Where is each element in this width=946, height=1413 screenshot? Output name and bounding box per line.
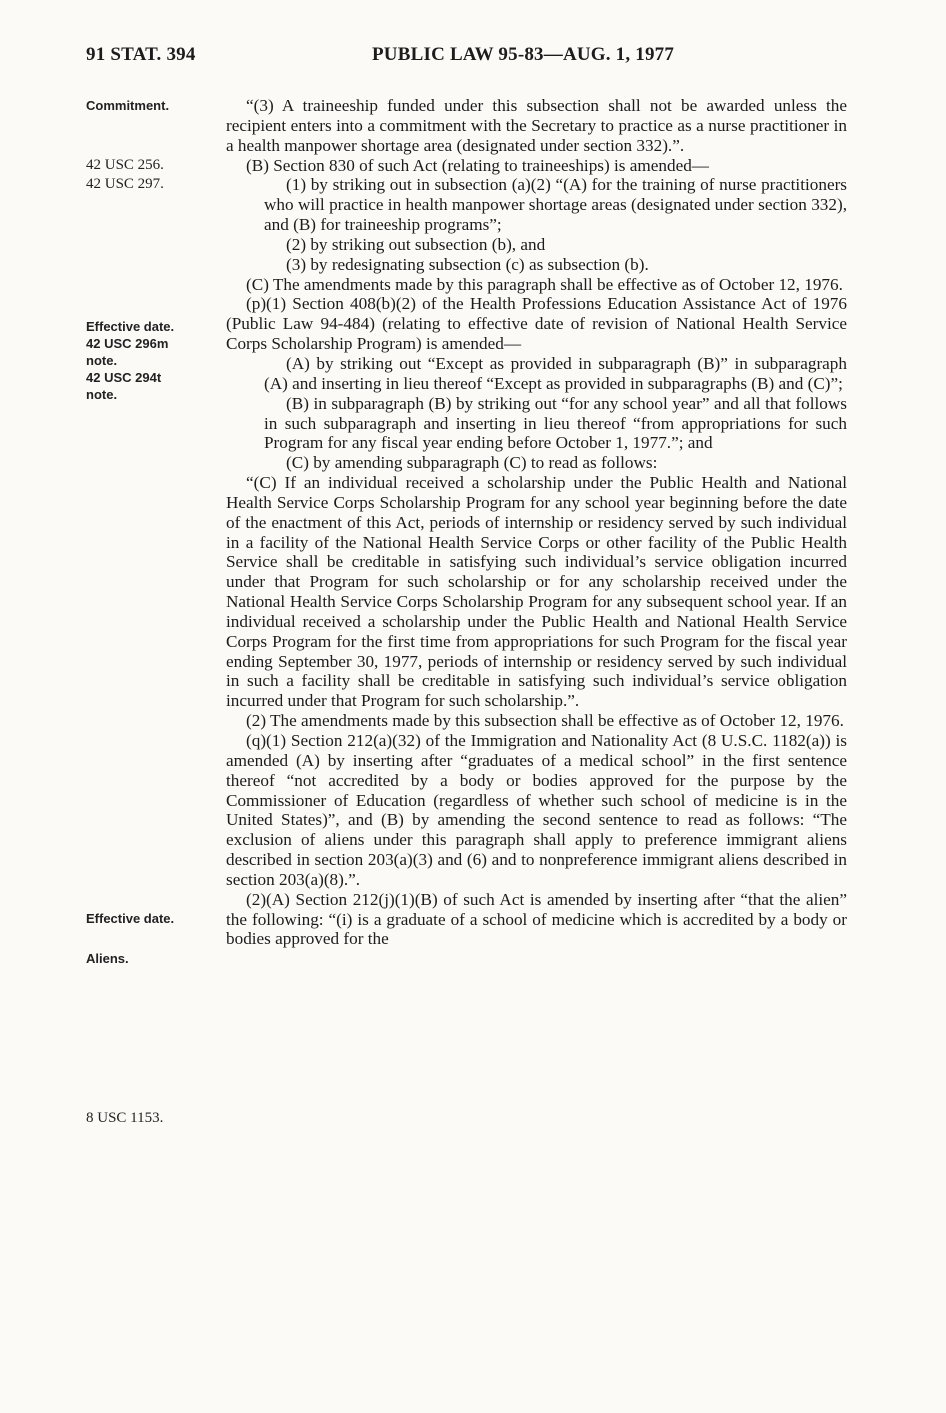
- margin-note-note: note.: [86, 387, 118, 402]
- margin-note-effective-date: Effective date.: [86, 911, 175, 926]
- paragraph: (B) Section 830 of such Act (relating to traineeships) is amended—: [246, 155, 709, 175]
- paragraph: (2) The amendments made by this subsection shall be effective as of October 12, 1976.: [246, 711, 844, 731]
- paragraph: (1) by striking out in subsection (a)(2) “(A) for the training of nurse practitioners who will practice in health manpower shortage areas (designated under section 332), and (B) for traineeship programs”;: [264, 175, 847, 235]
- margin-note-usc: 8 USC 1153.: [86, 1110, 164, 1126]
- margin-note-usc: 42 USC 294t: [86, 370, 162, 385]
- paragraph: (C) by amending subparagraph (C) to read as follows:: [286, 453, 658, 473]
- margin-note-usc: 42 USC 256.: [86, 157, 164, 173]
- margin-note-usc: 42 USC 296m: [86, 336, 169, 351]
- public-law-heading: PUBLIC LAW 95-83—AUG. 1, 1977: [372, 44, 675, 65]
- paragraph: (C) The amendments made by this paragraph shall be effective as of October 12, 1976.: [246, 274, 843, 294]
- paragraph: (3) by redesignating subsection (c) as subsection (b).: [286, 254, 649, 274]
- paragraph: “(3) A traineeship funded under this subsection shall not be awarded unless the recipient enters into a commitment with the Secretary to practice as a nurse practitioner in a health manpower shortage area (designated under section 332).”.: [226, 96, 847, 155]
- margin-note-aliens: Aliens.: [86, 951, 129, 966]
- paragraph: (2)(A) Section 212(j)(1)(B) of such Act is amended by inserting after “that the alien” the following: “(i) is a graduate of a school of medicine which is accredited by a body or bodies approved for the: [226, 889, 847, 949]
- statute-body: [226, 96, 847, 949]
- paragraph: (p)(1) Section 408(b)(2) of the Health Professions Education Assistance Act of 1976 (Public Law 94-484) (relating to effective date of revision of National Health Service Corps Scholarship Program) is amended—: [226, 294, 847, 354]
- margin-note-note: note.: [86, 353, 118, 368]
- page-header: [0, 44, 946, 74]
- margin-note-effective-date: Effective date.: [86, 319, 175, 334]
- margin-note-usc: 42 USC 297.: [86, 176, 164, 192]
- paragraph: (A) by striking out “Except as provided in subparagraph (B)” in subparagraph (A) and inserting in lieu thereof “Except as provided in subparagraphs (B) and (C)”;: [264, 353, 847, 393]
- paragraph: (B) in subparagraph (B) by striking out “for any school year” and all that follows in such subparagraph and inserting in lieu thereof “from appropriations for such Program for any fiscal year ending before October 1, 1977.”; and: [264, 393, 847, 453]
- paragraph: (q)(1) Section 212(a)(32) of the Immigration and Nationality Act (8 U.S.C. 1182(a)) is amended (A) by inserting after “graduates of a medical school” in the first sentence thereof “not accredited by a body or bodies approved for the purpose by the Commissioner of Education (regardless of whether such school of medicine is in the United States)”, and (B) by amending the second sentence to read as follows: “The exclusion of aliens under this paragraph shall apply to preference immigrant aliens described in section 203(a)(3) and (6) and to nonpreference immigrant aliens described in section 203(a)(8).”.: [226, 731, 847, 889]
- stat-page-reference: 91 STAT. 394: [86, 44, 196, 65]
- paragraph: “(C) If an individual received a scholarship under the Public Health and National Health Service Corps Scholarship Program for any school year beginning before the date of the enactment of this Act, periods of internship or residency served by such individual in a facility of the National Health Service Corps or other facility of the Public Health Service shall be creditable in satisfying such individual’s service obligation incurred under that Program for such scholarship or for any scholarship received under the National Health Service Corps Scholarship Program for any subsequent school year. If an individual received a scholarship under the Public Health and National Health Service Corps Program for the first time from appropriations for such Program for the fiscal year ending September 30, 1977, periods of internship or residency served by such individual in such a facility shall be creditable in satisfying such individual’s service obligation incurred under that Program for such scholarship.”.: [226, 473, 847, 711]
- paragraph: (2) by striking out subsection (b), and: [286, 234, 546, 254]
- margin-note-commitment: Commitment.: [86, 98, 170, 113]
